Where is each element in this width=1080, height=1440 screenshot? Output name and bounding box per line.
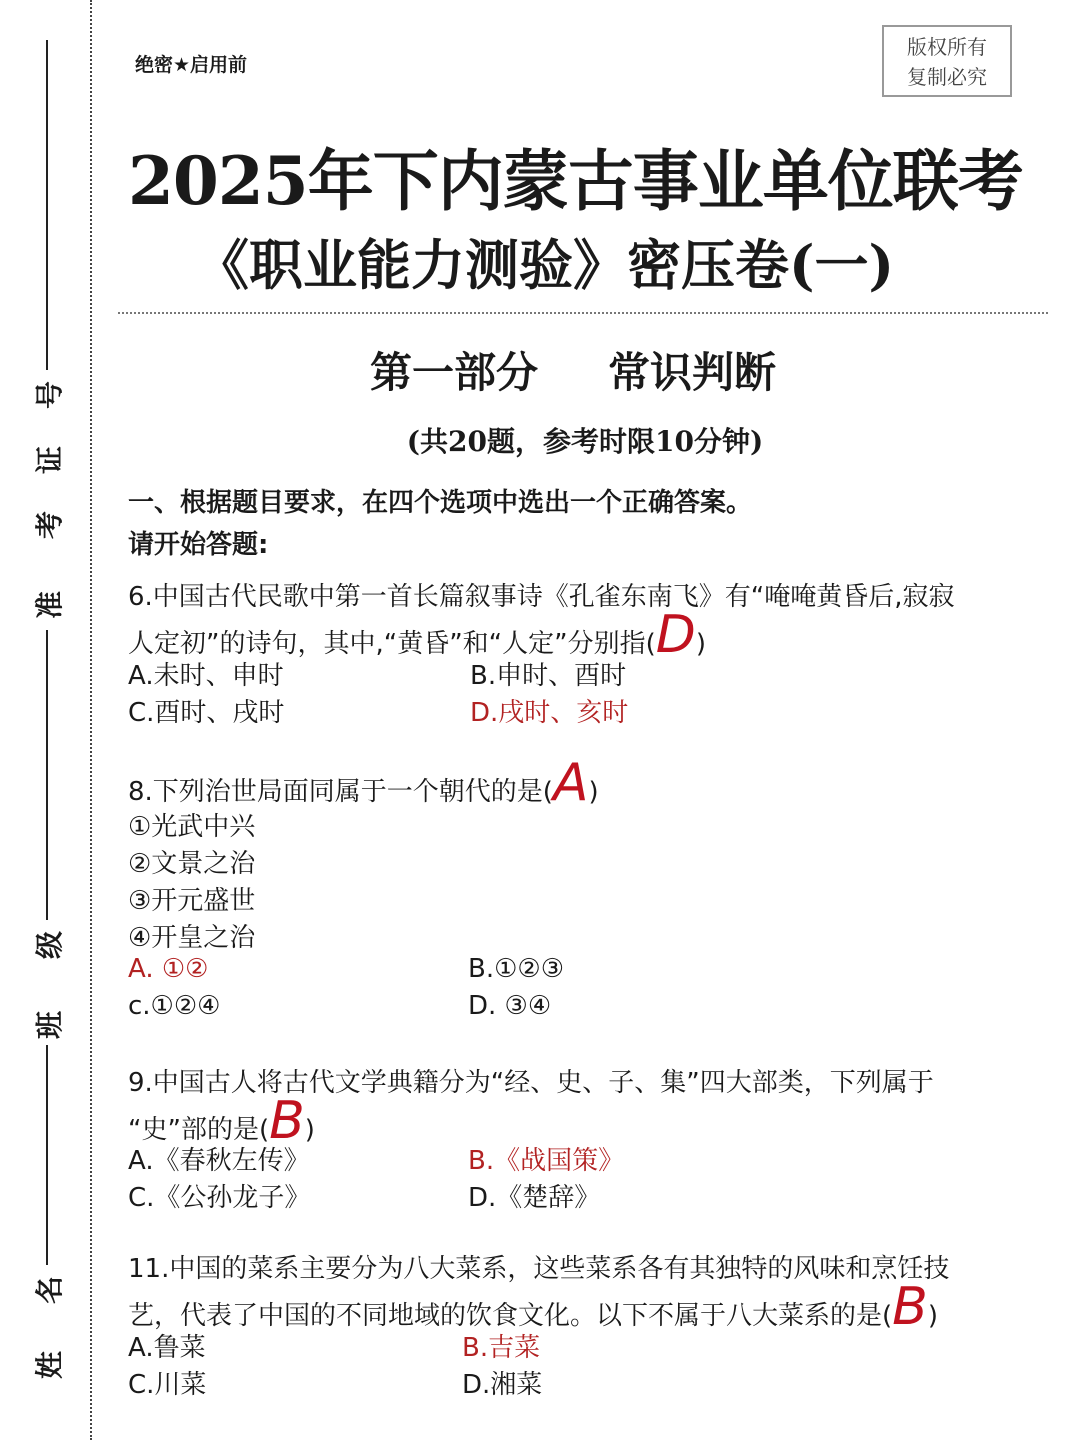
- side-label-name-1: 姓: [33, 1351, 66, 1380]
- handwritten-answer: D: [655, 605, 696, 665]
- name-rule: [46, 1045, 48, 1265]
- option-a: A.鲁菜: [128, 1333, 206, 1363]
- option-c: C.川菜: [128, 1370, 207, 1400]
- list-item: ②文景之治: [128, 849, 256, 879]
- side-label-name-2: 名: [33, 1276, 66, 1305]
- question-6: [128, 578, 955, 663]
- option-d-correct: D.戌时、亥时: [470, 698, 629, 728]
- option-a-correct: A. ①②: [128, 954, 209, 984]
- start-prompt: 请开始答题:: [128, 530, 269, 560]
- option-c: C.《公孙龙子》: [128, 1183, 311, 1213]
- option-b-correct: B.《战国策》: [468, 1146, 625, 1176]
- option-b: B.申时、酉时: [470, 661, 627, 691]
- side-label-exam-id-3: 证: [33, 446, 66, 475]
- side-label-exam-id-2: 考: [33, 511, 66, 540]
- question-8: [128, 753, 599, 813]
- top-secret-label: 绝密★启用前: [135, 54, 248, 76]
- option-d: D.《楚辞》: [468, 1183, 601, 1213]
- copyright-box: [882, 25, 1012, 97]
- part-heading: [370, 340, 776, 400]
- option-c: c.①②④: [128, 991, 221, 1021]
- option-b: B.①②③: [468, 954, 565, 984]
- option-a: A.《春秋左传》: [128, 1146, 310, 1176]
- handwritten-answer: B: [892, 1277, 928, 1337]
- question-count: (共20题，参考时限10分钟): [406, 425, 764, 458]
- question-6-line-2: 人定初”的诗句，其中,“黄昏”和“人定”分别指(D): [128, 605, 706, 665]
- copyright-line-2: 复制必究: [907, 65, 987, 89]
- question-11-line-2: 艺，代表了中国的不同地域的饮食文化。以下不属于八大菜系的是(B): [128, 1277, 938, 1337]
- part-number: 第一部分: [370, 348, 539, 397]
- option-d: D.湘菜: [462, 1370, 543, 1400]
- question-8-line-1: 8.下列治世局面同属于一个朝代的是(A): [128, 753, 599, 813]
- instruction: 一、根据题目要求，在四个选项中选出一个正确答案。: [128, 488, 753, 518]
- part-name: 常识判断: [608, 348, 777, 397]
- handwritten-answer: B: [269, 1091, 305, 1151]
- question-11-line-1: 11.中国的菜系主要分为八大菜系，这些菜系各有其独特的风味和烹饪技: [128, 1254, 950, 1284]
- question-9-line-2: “史”部的是(B): [128, 1091, 315, 1151]
- question-9: [128, 1064, 934, 1149]
- list-item: ①光武中兴: [128, 812, 256, 842]
- question-9-line-1: 9.中国古人将古代文学典籍分为“经、史、子、集”四大部类，下列属于: [128, 1068, 934, 1098]
- exam-id-rule: [46, 40, 48, 370]
- exam-subtitle: 《职业能力测验》密压卷(一): [195, 233, 895, 297]
- side-label-class-1: 班: [33, 1011, 66, 1040]
- question-6-line-1: 6.中国古代民歌中第一首长篇叙事诗《孔雀东南飞》有“唵唵黄昏后,寂寂: [128, 582, 955, 612]
- option-c: C.酉时、戌时: [128, 698, 285, 728]
- binding-dotted-line: [90, 0, 92, 1440]
- copyright-line-1: 版权所有: [907, 35, 987, 59]
- side-label-exam-id-1: 准: [33, 591, 66, 620]
- side-label-class-2: 级: [33, 931, 66, 960]
- list-item: ④开皇之治: [128, 923, 256, 953]
- question-11: [128, 1250, 949, 1335]
- side-label-exam-id-4: 号: [33, 381, 66, 410]
- title-separator: [118, 312, 1048, 314]
- option-b-correct: B.吉菜: [462, 1333, 541, 1363]
- exam-title: 2025年下内蒙古事业单位联考: [128, 142, 1023, 220]
- option-d: D. ③④: [468, 991, 552, 1021]
- option-a: A.未时、申时: [128, 661, 284, 691]
- list-item: ③开元盛世: [128, 886, 256, 916]
- handwritten-answer: A: [552, 753, 589, 813]
- class-rule: [46, 630, 48, 920]
